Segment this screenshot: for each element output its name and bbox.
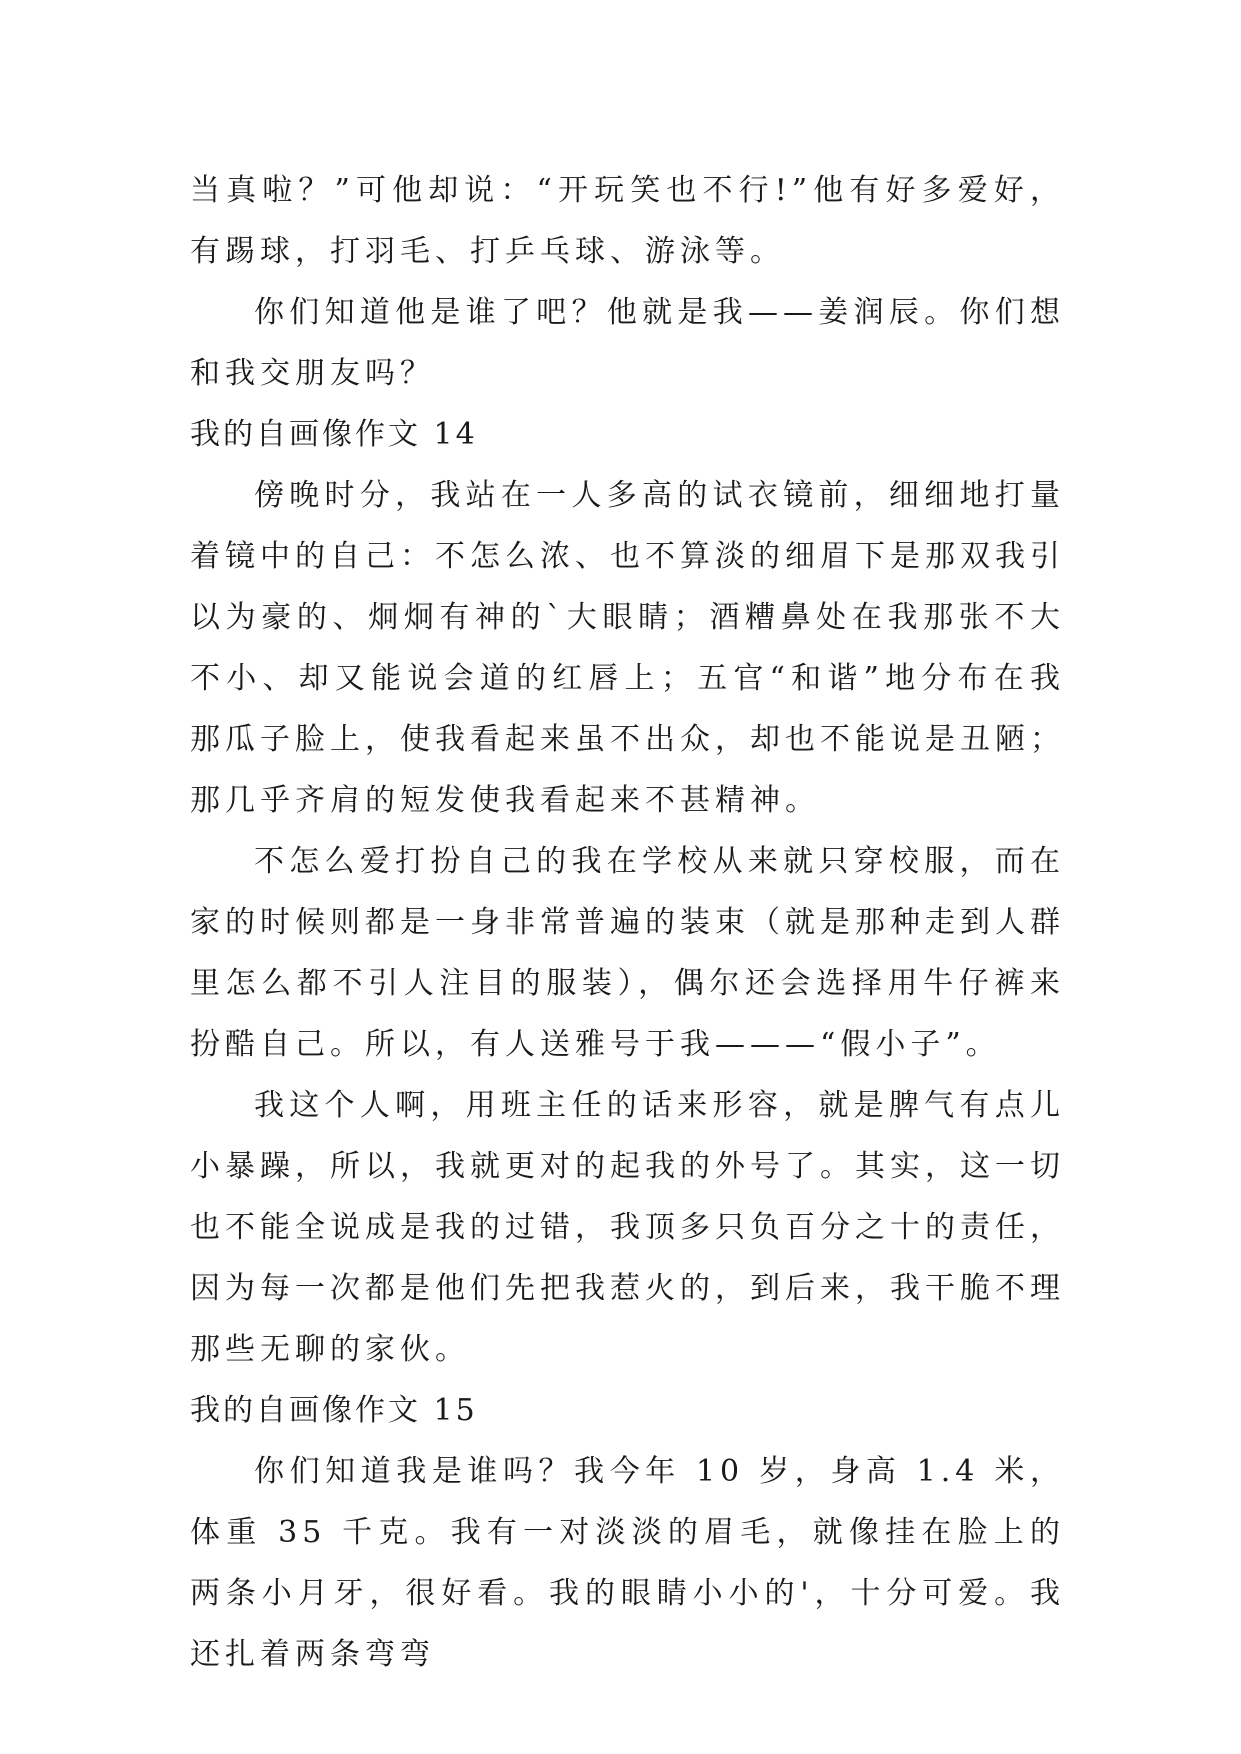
paragraph-appearance: 傍晚时分，我站在一人多高的试衣镜前，细细地打量着镜中的自己：不怎么浓、也不算淡的细眉下是那双我引以为豪的、炯炯有神的`大眼睛；酒糟鼻处在我那张不大不小、却又能说会道的红唇上；五官“和谐”地分布在我那瓜子脸上，使我看起来虽不出众，却也不能说是丑陋；那几乎齐肩的短发使我看起来不甚精神。 xyxy=(190,478,1065,818)
paragraph-temper: 我这个人啊，用班主任的话来形容，就是脾气有点儿小暴躁，所以，我就更对的起我的外号了。其实，这一切也不能全说成是我的过错，我顶多只负百分之十的责任，因为每一次都是他们先把我惹火的，到后来，我干脆不理那些无聊的家伙。 xyxy=(190,1088,1065,1367)
section-heading-14: 我的自画像作文 14 xyxy=(190,417,478,452)
document-body xyxy=(190,160,1065,1685)
paragraph-closing: 你们知道他是谁了吧？他就是我——姜润辰。你们想和我交朋友吗？ xyxy=(190,295,1065,391)
section-heading-15: 我的自画像作文 15 xyxy=(190,1393,478,1428)
paragraph-clothing: 不怎么爱打扮自己的我在学校从来就只穿校服，而在家的时候则都是一身非常普遍的装束（就是那种走到人群里怎么都不引人注目的服装），偶尔还会选择用牛仔裤来扮酷自己。所以，有人送雅号于我———“假小子”。 xyxy=(190,844,1065,1062)
paragraph-intro: 你们知道我是谁吗？我今年 10 岁，身高 1.4 米，体重 35 千克。我有一对淡淡的眉毛，就像挂在脸上的两条小月牙，很好看。我的眼睛小小的'，十分可爱。我还扎着两条弯弯 xyxy=(190,1454,1065,1672)
paragraph-continued: 当真啦？”可他却说：“开玩笑也不行!”他有好多爱好，有踢球，打羽毛、打乒乓球、游泳等。 xyxy=(190,173,1065,269)
